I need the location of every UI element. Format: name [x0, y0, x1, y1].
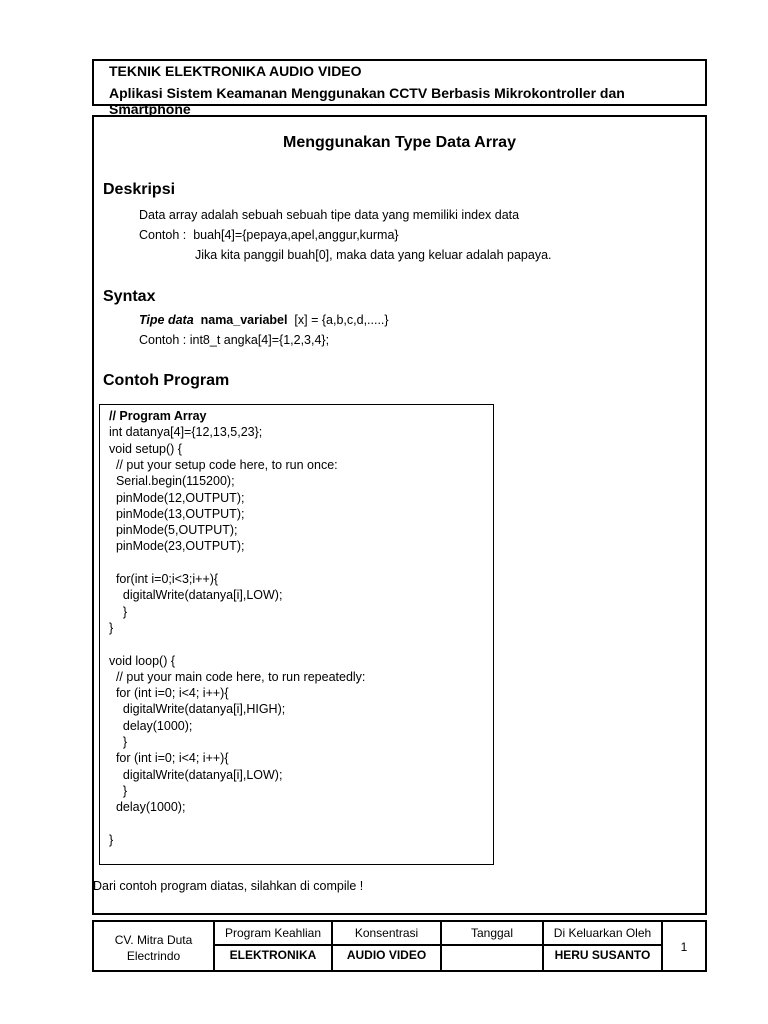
deskripsi-line-1: Data array adalah sebuah sebuah tipe data yang memiliki index data: [139, 208, 520, 222]
deskripsi-line-3: Jika kita panggil buah[0], maka data yang keluar adalah papaya.: [195, 248, 552, 262]
code-line: // put your setup code here, to run once:: [109, 457, 338, 472]
code-line: int datanya[4]={12,13,5,23};: [109, 425, 263, 440]
code-line: }: [109, 783, 128, 798]
syntax-rest: [x] = {a,b,c,d,.....}: [294, 313, 389, 327]
code-line: for (int i=0; i<4; i++){: [109, 751, 229, 766]
syntax-heading: Syntax: [103, 288, 156, 305]
page-title: Menggunakan Type Data Array: [283, 134, 516, 151]
footer-program-label: Program Keahlian: [224, 926, 322, 940]
syntax-example: Contoh : int8_t angka[4]={1,2,3,4};: [139, 333, 330, 347]
footer-konsentrasi-label: Konsentrasi: [354, 926, 419, 940]
footer-page-number: 1: [680, 940, 688, 954]
contoh-program-heading: Contoh Program: [103, 372, 230, 389]
code-line: void loop() {: [109, 653, 176, 668]
code-line: pinMode(13,OUTPUT);: [109, 506, 245, 521]
document-header: [92, 59, 707, 117]
code-line: void setup() {: [109, 441, 182, 456]
syntax-nama-variabel: nama_variabel: [200, 313, 288, 327]
code-line: for(int i=0;i<3;i++){: [109, 572, 219, 586]
code-block: [99, 404, 494, 865]
deskripsi-heading: Deskripsi: [103, 181, 176, 198]
code-line: }: [109, 604, 128, 619]
code-line: // put your main code here, to run repeatedly:: [109, 669, 366, 684]
compile-note: Dari contoh program diatas, silahkan di compile !: [93, 879, 364, 893]
code-line: digitalWrite(datanya[i],LOW);: [109, 767, 283, 782]
footer-row-divider: [213, 944, 663, 946]
footer-program-value: ELEKTRONIKA: [229, 948, 317, 962]
footer-konsentrasi-value: AUDIO VIDEO: [346, 948, 427, 962]
main-content: [92, 115, 707, 915]
code-line: pinMode(12,OUTPUT);: [109, 490, 245, 505]
footer-table: [92, 920, 707, 972]
code-line: pinMode(5,OUTPUT);: [109, 523, 238, 538]
code-line: digitalWrite(datanya[i],HIGH);: [109, 702, 286, 717]
code-line: delay(1000);: [109, 718, 193, 733]
deskripsi-line-2: Contoh : buah[4]={pepaya,apel,anggur,kurma}: [139, 228, 399, 242]
code-line: digitalWrite(datanya[i],LOW);: [109, 588, 283, 603]
code-line: delay(1000);: [109, 800, 186, 815]
footer-dikeluarkan-label: Di Keluarkan Oleh: [553, 926, 652, 940]
code-line: }: [109, 620, 114, 635]
code-line: Serial.begin(115200);: [109, 474, 235, 489]
header-topic: Aplikasi Sistem Keamanan Menggunakan CCTV Berbasis Mikrokontroller dan Smartphone: [109, 85, 625, 117]
footer-dikeluarkan-value: HERU SUSANTO: [554, 948, 651, 962]
syntax-tipe-data: Tipe data: [139, 313, 194, 327]
code-line: }: [109, 832, 114, 847]
footer-tanggal-label: Tanggal: [470, 926, 514, 940]
code-line: }: [109, 735, 128, 749]
header-subject: TEKNIK ELEKTRONIKA AUDIO VIDEO: [109, 63, 362, 79]
code-line: pinMode(23,OUTPUT);: [109, 539, 245, 554]
code-line: // Program Array: [109, 409, 207, 423]
syntax-line: [139, 313, 389, 327]
code-line: for (int i=0; i<4; i++){: [109, 686, 229, 701]
footer-company: CV. Mitra Duta Electrindo: [114, 933, 193, 963]
